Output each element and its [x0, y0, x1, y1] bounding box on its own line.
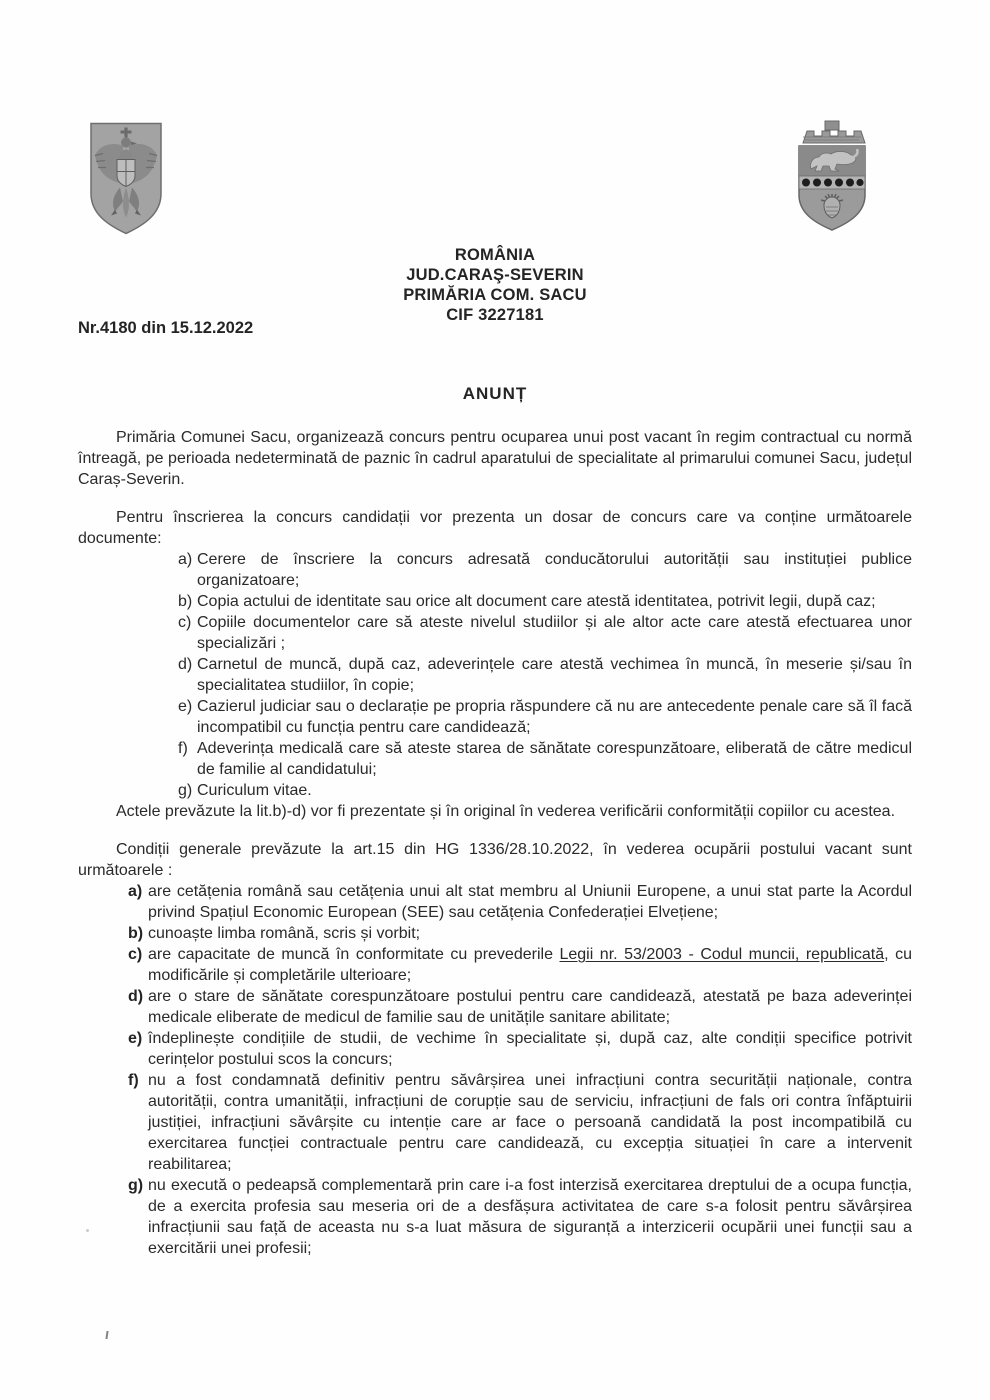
documents-list — [78, 549, 912, 801]
conditions-list-item — [78, 986, 912, 1028]
header-county: JUD.CARAŞ-SEVERIN — [406, 266, 584, 284]
conditions-list-item — [78, 1028, 912, 1070]
list-item-text: Adeverința medicală care să ateste starea de sănătate corespunzătoare, eliberată de către medicul de familie al candidatului; — [197, 740, 912, 778]
conditions-list-item — [78, 944, 912, 986]
list-item-text: Curiculum vitae. — [197, 782, 312, 799]
documents-list-item — [78, 612, 912, 654]
list-marker: f) — [128, 1072, 139, 1089]
header-country: ROMÂNIA — [454, 246, 536, 264]
list-marker: b) — [128, 925, 144, 942]
list-item-text: Carnetul de muncă, după caz, adeverințele care atestă vechimea în muncă, în meserie și/sau în specialitatea studiilor, în copie; — [197, 656, 912, 694]
conditions-list-item — [78, 1070, 912, 1175]
scan-artifact — [86, 1229, 89, 1232]
list-marker: g) — [178, 782, 193, 799]
document-number: Nr.4180 din 15.12.2022 — [78, 319, 254, 337]
list-item-text: nu execută o pedeapsă complementară prin care i-a fost interzisă exercitarea dreptului de a ocupa funcția, de a exercita profesia sau meseria ori de a desfășura activitatea de care s-a folosit pentru săvârșirea infracțiunii sau față de aceasta nu s-a luat măsura de siguranță a interzicerii ocupării unei funcții sau a exercitării unei profesii; — [148, 1177, 912, 1257]
list-marker: d) — [128, 988, 144, 1005]
list-marker: a) — [128, 883, 143, 900]
documents-list-item — [78, 696, 912, 738]
conditions-list-item — [78, 1175, 912, 1259]
list-item-text: Copia actului de identitate sau orice alt document care atestă identitatea, potrivit legii, după caz; — [197, 593, 876, 610]
scan-artifact — [105, 1331, 108, 1339]
list-marker: c) — [178, 614, 192, 631]
list-marker: d) — [178, 656, 193, 673]
institution-header — [0, 245, 990, 325]
list-marker: g) — [128, 1177, 144, 1194]
underlined-law-reference: Legii nr. 53/2003 - Codul muncii, republicată — [559, 946, 885, 963]
documents-list-item — [78, 654, 912, 696]
page-title: ANUNȚ — [462, 384, 528, 403]
list-item-text: Copiile documentelor care să ateste nivelul studiilor și ale altor acte care atestă efectuarea unor specializări ; — [197, 614, 912, 652]
sacu-commune-coat-of-arms-graphic — [791, 118, 873, 234]
document-body — [78, 427, 912, 1259]
list-marker: b) — [178, 593, 193, 610]
conditions-intro-paragraph: Condiții generale prevăzute la art.15 din HG 1336/28.10.2022, în vederea ocupării postului vacant sunt următoarele : — [78, 841, 912, 879]
documents-list-item — [78, 591, 912, 612]
intro-paragraph: Primăria Comunei Sacu, organizează concurs pentru ocuparea unui post vacant în regim contractual cu normă întreagă, pe perioada nedeterminată de paznic în cadrul aparatului de specialitate al primarului comunei Sacu, județul Caraș-Severin. — [78, 429, 912, 488]
sacu-commune-coat-of-arms-icon — [791, 118, 873, 234]
list-item-text: Cazierul judiciar sau o declarație pe propria răspundere că nu are antecedente penale care să îl facă incompatibil cu funcția pentru care candidează; — [197, 698, 912, 736]
list-marker: e) — [128, 1030, 143, 1047]
list-item-text: Cerere de înscriere la concurs adresată conducătorului autorității sau instituției publice organizatoare; — [197, 551, 912, 589]
list-item-text: are cetățenia română sau cetățenia unui alt stat membru al Uniunii Europene, a unui stat parte la Acordul privind Spațiul Economic European (SEE) sau cetățenia Confederației Elvețiene; — [148, 883, 912, 921]
law-reference-after: , cu modificările și completările ulterioare; — [148, 946, 912, 984]
law-reference-before: are capacitate de muncă în conformitate cu prevederile — [148, 946, 560, 963]
list-marker: e) — [178, 698, 193, 715]
header-institution: PRIMĂRIA COM. SACU — [403, 286, 587, 304]
list-item-text: cunoaște limba română, scris și vorbit; — [148, 925, 421, 942]
list-item-text: nu a fost condamnată definitiv pentru săvârșirea unei infracțiuni contra securității naționale, contra autorității, contra umanității, infracțiuni de corupție sau de serviciu, infracțiuni de fals ori contra înfăptuirii justiției, infracțiuni săvârșite cu intenție care ar face o persoană candidată la post incompatibilă cu exercitarea funcției contractuale pentru care candidează, cu excepția situației în care a intervenit reabilitarea; — [148, 1072, 912, 1173]
list-marker: f) — [178, 740, 188, 757]
documents-list-item — [78, 549, 912, 591]
list-marker: c) — [128, 946, 143, 963]
romania-coat-of-arms-icon — [87, 121, 165, 238]
list-item-text — [148, 944, 912, 986]
originals-note-paragraph: Actele prevăzute la lit.b)-d) vor fi prezentate și în original în vederea verificării conformității copiilor cu acestea. — [116, 803, 896, 820]
documents-list-item — [78, 780, 912, 801]
dossier-intro-paragraph: Pentru înscrierea la concurs candidații vor prezenta un dosar de concurs care va conține următoarele documente: — [78, 509, 912, 547]
list-item-text: are o stare de sănătate corespunzătoare postului pentru care candidează, atestată pe baza adeverinței medicale eliberate de medicul de familie sau de unitățile sanitare abilitate; — [148, 988, 912, 1026]
list-item-text: îndeplinește condițiile de studii, de vechime în specialitate și, după caz, alte condiții specifice potrivit cerințelor postului scos la concurs; — [148, 1030, 912, 1068]
conditions-list — [78, 881, 912, 1259]
conditions-list-item — [78, 881, 912, 923]
list-marker: a) — [178, 551, 193, 568]
documents-list-item — [78, 738, 912, 780]
conditions-list-item — [78, 923, 912, 944]
romania-coat-of-arms-graphic — [87, 121, 165, 238]
header-cif: CIF 3227181 — [446, 306, 544, 324]
